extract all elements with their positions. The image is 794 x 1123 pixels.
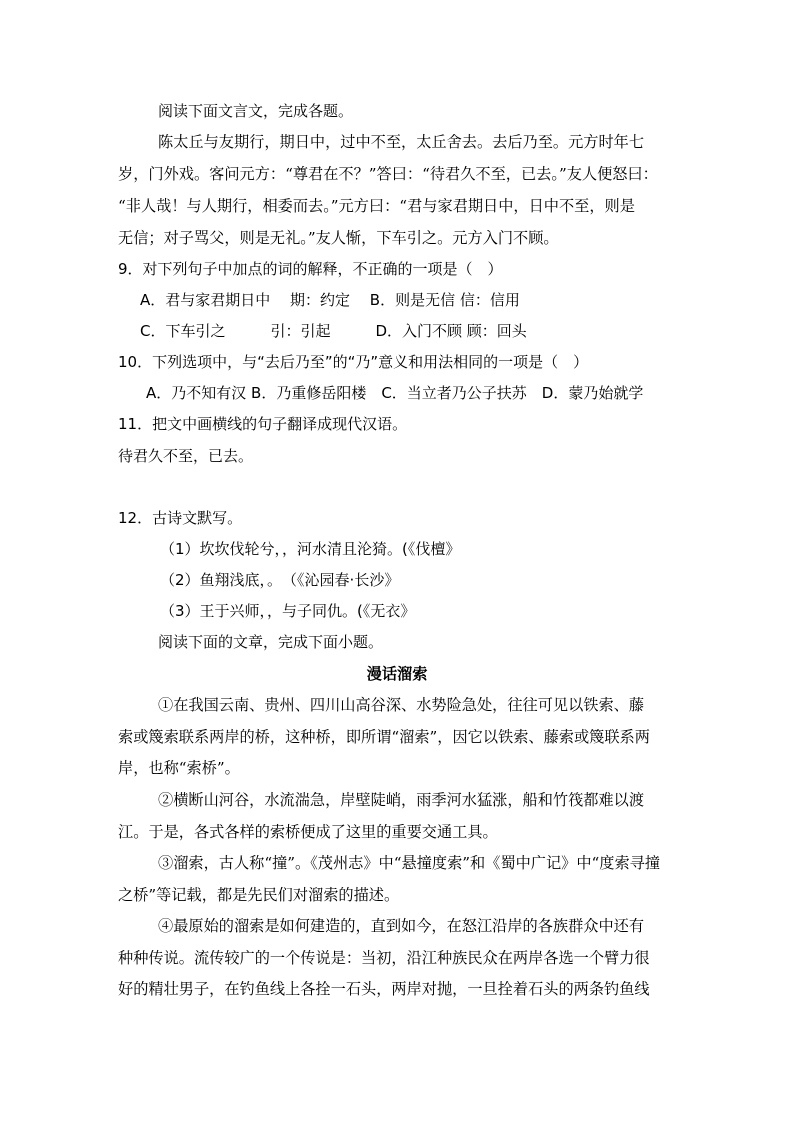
q12-stem: 12．古诗文默写。: [118, 509, 243, 527]
passage-line-2: 岁，门外戏。客问元方：“尊君在不？”答曰：“待君久不至，已去。”友人便怒曰：: [118, 165, 658, 183]
q10-stem: 10．下列选项中，与“去后乃至”的“乃”意义和用法相同的一项是（ ）: [118, 353, 589, 371]
article-line-8: ④最原始的溜索是如何建造的，直到如今，在怒江沿岸的各族群众中还有: [158, 917, 644, 935]
article-line-5: 江。于是，各式各样的索桥便成了这里的重要交通工具。: [118, 823, 498, 841]
q9-stem: 9．对下列句子中加点的词的解释，不正确的一项是（ ）: [118, 260, 503, 278]
article-line-3: 岸，也称“索桥”。: [118, 759, 240, 777]
passage-line-1: 陈太丘与友期行，期日中，过中不至，太丘舍去。去后乃至。元方时年七: [158, 133, 644, 151]
article-line-1: ①在我国云南、贵州、四川山高谷深、水势险急处，往往可见以铁索、藤: [158, 696, 644, 714]
q12-item-2: （2）鱼翔浅底，。 （《沁园春·长沙》: [160, 571, 400, 589]
q9-options-row-2: C．下车引之 引：引起 D．入门不顾 顾：回头: [140, 322, 527, 340]
q11-stem: 11．把文中画横线的句子翻译成现代汉语。: [118, 415, 408, 433]
article-line-6: ③溜索，古人称“撞”。《茂州志》中“悬撞度索”和《蜀中广记》中“度索寻撞: [158, 854, 661, 872]
q9-options-row-1: A．君与家君期日中 期：约定 B．则是无信 信：信用: [140, 291, 520, 309]
q12-item-3: （3）王于兴师，，与子同仇。(《无衣》: [160, 602, 416, 620]
reading1-intro: 阅读下面文言文，完成各题。: [158, 102, 354, 120]
article-line-7: 之桥”等记载，都是先民们对溜索的描述。: [118, 886, 400, 904]
passage-line-4: 无信；对子骂父，则是无礼。”友人惭，下车引之。元方入门不顾。: [118, 229, 559, 247]
article-line-9: 种种传说。流传较广的一个传说是：当初，沿江种族民众在两岸各选一个臂力很: [118, 949, 650, 967]
q11-sentence: 待君久不至，已去。: [118, 447, 254, 465]
article-line-4: ②横断山河谷，水流湍急，岸壁陡峭，雨季河水猛涨，船和竹筏都难以渡: [158, 791, 644, 809]
article-line-10: 好的精壮男子，在钓鱼线上各拴一石头，两岸对抛，一旦拴着石头的两条钓鱼线: [118, 980, 650, 998]
article-title: 漫话溜索: [366, 665, 428, 683]
q10-options: A．乃不知有汉 B．乃重修岳阳楼 C．当立者乃公子扶苏 D．蒙乃始就学: [146, 384, 644, 402]
reading2-intro: 阅读下面的文章，完成下面小题。: [158, 633, 384, 651]
article-line-2: 索或篾索联系两岸的桥，这种桥，即所谓“溜索”，因它以铁索、藤索或篾联系两: [118, 728, 650, 746]
q12-item-1: （1）坎坎伐轮兮，，河水清且沦猗。(《伐檀》: [160, 540, 461, 558]
passage-line-3: “非人哉！与人期行，相委而去。”元方曰：“君与家君期日中，日中不至，则是: [118, 197, 635, 215]
